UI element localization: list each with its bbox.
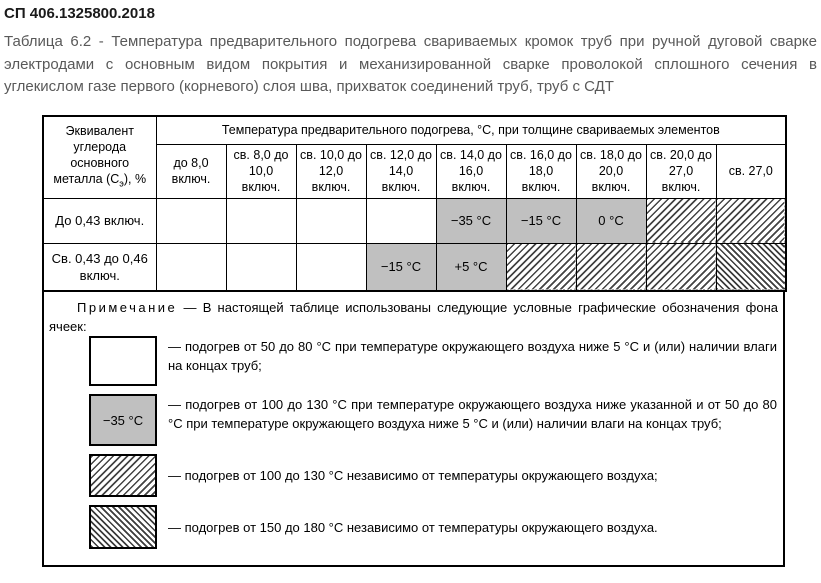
temperature-span-header: Температура предварительного подогрева, °С, при толщине свариваемых элементов: [156, 116, 786, 144]
temp-cell: [576, 243, 646, 291]
row-label-carbon-low: До 0,43 включ.: [43, 198, 156, 243]
temp-cell: [716, 243, 786, 291]
carbon-equivalent-header-suffix: ), %: [123, 172, 147, 186]
temp-cell: [296, 198, 366, 243]
temp-cell: [226, 198, 296, 243]
legend-text: — подогрев от 50 до 80 °С при температуре окружающего воздуха ниже 5 °С и (или) наличии влаги на концах труб;: [168, 339, 777, 373]
carbon-equivalent-header-text: Эквивалент углерода основного металла (С: [53, 124, 134, 186]
temp-cell: −15 °С: [366, 243, 436, 291]
legend-text: — подогрев от 100 до 130 °С при температуре окружающего воздуха ниже указанной и от 50 до 80 °С при температуре окружающего воздуха ниже 5 °С и (или) наличии влаги на концах труб;: [168, 397, 777, 431]
carbon-equivalent-header: [43, 116, 156, 198]
temp-cell: [716, 198, 786, 243]
thickness-header-3: св. 10,0 до 12,0 включ.: [296, 144, 366, 198]
thickness-header-2: св. 8,0 до 10,0 включ.: [226, 144, 296, 198]
temp-cell: [296, 243, 366, 291]
temp-cell: [366, 198, 436, 243]
table-row: [43, 198, 786, 243]
legend-row: [89, 336, 777, 386]
legend-swatch-hatch-forward: [89, 454, 157, 497]
legend-row: [89, 505, 777, 549]
preheat-table: [42, 115, 787, 292]
note-dash: —: [183, 300, 197, 315]
note-text: В настоящей таблице использованы следующие условные графические обозначения фона ячеек:: [49, 300, 778, 334]
temp-cell: [646, 243, 716, 291]
thickness-header-8: св. 20,0 до 27,0 включ.: [646, 144, 716, 198]
legend-row: [89, 394, 777, 446]
temp-cell: −35 °С: [436, 198, 506, 243]
row-label-carbon-high: Св. 0,43 до 0,46 включ.: [43, 243, 156, 291]
temp-cell: −15 °С: [506, 198, 576, 243]
table-caption: Таблица 6.2 - Температура предварительного подогрева свариваемых кромок труб при ручной дуговой сварке электродами с основным видом покрытия и механизированной сварке проволокой сплошного сечения в углекислом газе первого (корневого) слоя шва, прихваток соединений труб, труб с СДТ: [4, 33, 817, 95]
doc-title: СП 406.1325800.2018: [4, 5, 155, 22]
temp-cell: [156, 243, 226, 291]
temp-cell: [226, 243, 296, 291]
temp-cell: [506, 243, 576, 291]
thickness-header-6: св. 16,0 до 18,0 включ.: [506, 144, 576, 198]
thickness-header-4: св. 12,0 до 14,0 включ.: [366, 144, 436, 198]
legend-swatch-gray: −35 °С: [89, 394, 157, 446]
thickness-header-9: св. 27,0: [716, 144, 786, 198]
legend-text: — подогрев от 150 до 180 °С независимо от температуры окружающего воздуха.: [168, 519, 658, 535]
thickness-header-5: св. 14,0 до 16,0 включ.: [436, 144, 506, 198]
table-row: [43, 243, 786, 291]
legend-swatch-hatch-backward: [89, 505, 157, 549]
thickness-header-1: до 8,0 включ.: [156, 144, 226, 198]
carbon-subscript: э: [119, 178, 124, 189]
note-label: Примечание: [77, 300, 178, 315]
temp-cell: [156, 198, 226, 243]
note-head: [49, 298, 778, 336]
legend-swatch-white: [89, 336, 157, 386]
temp-cell: 0 °С: [576, 198, 646, 243]
legend-row: [89, 454, 777, 497]
temp-cell: [646, 198, 716, 243]
legend-text: — подогрев от 100 до 130 °С независимо от температуры окружающего воздуха;: [168, 468, 658, 483]
note-box: [42, 290, 785, 567]
thickness-header-7: св. 18,0 до 20,0 включ.: [576, 144, 646, 198]
temp-cell: +5 °С: [436, 243, 506, 291]
